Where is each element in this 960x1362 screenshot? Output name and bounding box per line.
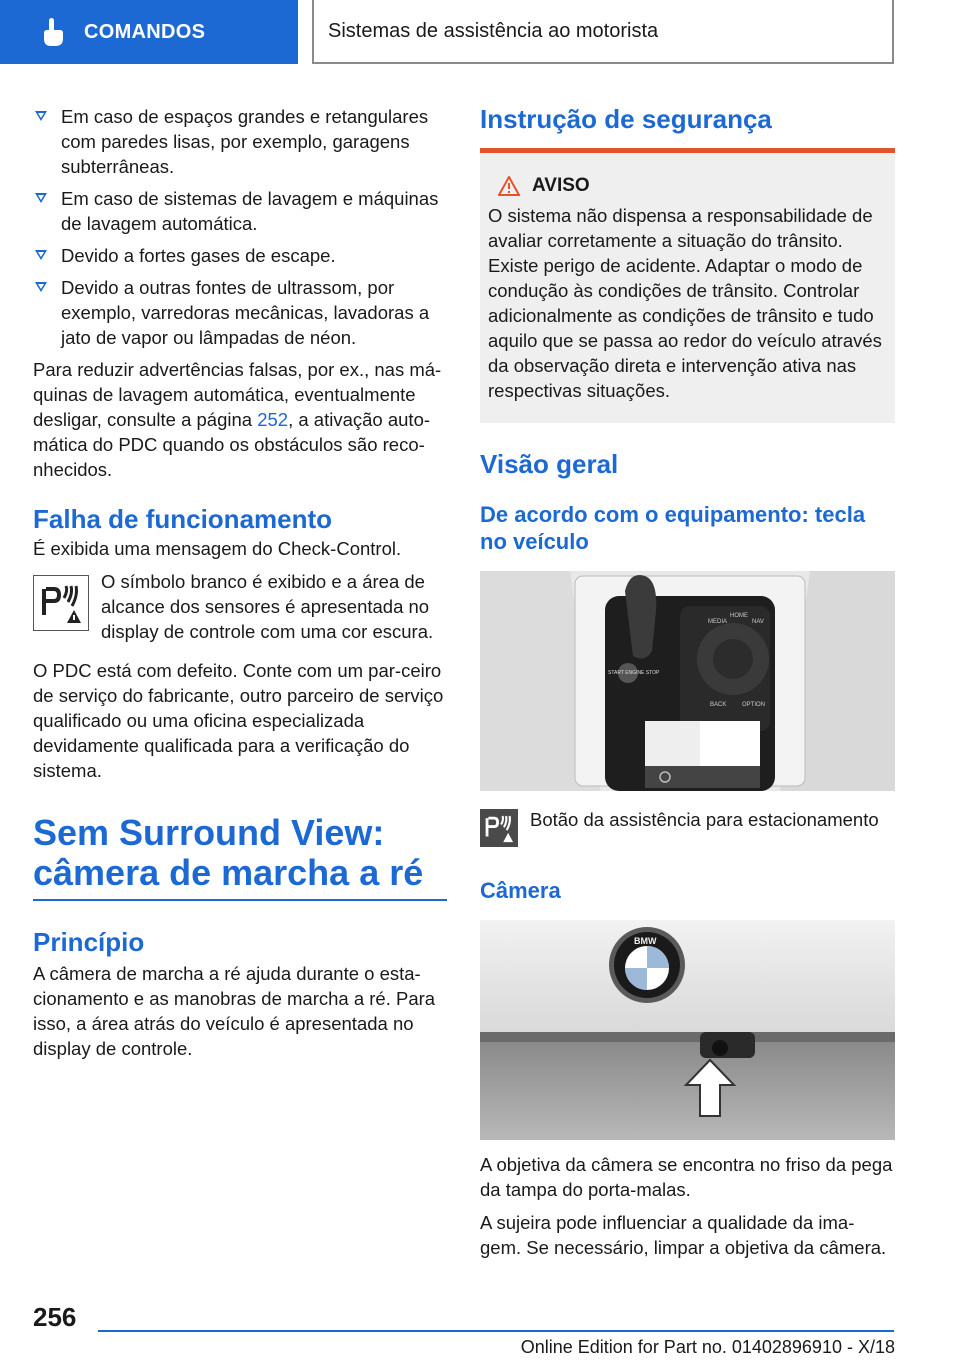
warning-label: AVISO <box>532 175 590 196</box>
center-console-photo <box>480 571 895 791</box>
console-label-media: MEDIA <box>708 619 728 625</box>
false-warning-paragraph: Para reduzir advertências falsas, por ex., nas má‐quinas de lavagem automática, eventualmente desligar, consulte a página 252, a ativação auto‐mática do PDC quando os obstáculos são reco‐nhecidos. <box>33 359 442 480</box>
list-item: Devido a outras fontes de ultrassom, por exemplo, varredoras mecânicas, lavadoras a jato de vapor ou lâmpadas de néon. <box>33 275 447 350</box>
rear-camera-photo <box>480 920 895 1140</box>
pdc-defect-text: O PDC está com defeito. Conte com um par‐ceiro de serviço do fabricante, outro parceiro de serviço qualificado ou uma oficina especializada devidamente qualificada para a verificação do sistema. <box>33 660 444 781</box>
overview-heading: Visão geral <box>480 449 619 479</box>
bullet-list <box>33 104 447 350</box>
symbol-row <box>33 569 447 644</box>
triangle-bullet-icon <box>35 111 47 121</box>
button-caption: Botão da assistência para estacionamento <box>530 809 879 830</box>
triangle-bullet-icon <box>35 282 47 292</box>
list-item: Em caso de espaços grandes e retangulares com paredes lisas, por exemplo, garagens subterrâneas. <box>33 104 447 179</box>
edition-text: Online Edition for Part no. 01402896910 - X/18 <box>520 1337 895 1357</box>
triangle-bullet-icon <box>35 193 47 203</box>
safety-heading: Instrução de segurança <box>480 104 772 134</box>
footer-divider <box>98 1330 894 1332</box>
page-link[interactable]: 252 <box>257 409 289 430</box>
heading-underline <box>33 899 447 901</box>
chapter-label: COMANDOS <box>84 20 206 43</box>
console-label-start: START ENGINE STOP <box>608 670 660 676</box>
hand-pointer-icon <box>40 17 66 47</box>
console-label-home: HOME <box>730 613 748 619</box>
camera-dirt-text: A sujeira pode influenciar a qualidade da ima‐gem. Se necessário, limpar a objetiva da câmera. <box>480 1212 887 1258</box>
principle-text: A câmera de marcha a ré ajuda durante o esta‐cionamento e as manobras de marcha a ré. Para isso, a área atrás do veículo é apresentada no display de controle. <box>33 963 436 1059</box>
warning-triangle-icon <box>498 176 520 196</box>
warning-box <box>480 153 895 423</box>
section-title: Sistemas de assistência ao motorista <box>328 19 659 42</box>
camera-location-text: A objetiva da câmera se encontra no friso da pega da tampa do porta-malas. <box>480 1154 893 1200</box>
parking-assist-button-icon <box>480 809 518 847</box>
list-item: Em caso de sistemas de lavagem e máquinas de lavagem automática. <box>33 186 447 236</box>
triangle-bullet-icon <box>35 250 47 260</box>
page-number: 256 <box>33 1302 77 1332</box>
console-label-nav: NAV <box>752 619 764 625</box>
camera-heading: Câmera <box>480 878 561 903</box>
warning-header <box>498 175 887 197</box>
equipment-heading: De acordo com o equipamento: tecla no veículo <box>480 502 866 554</box>
console-label-back: BACK <box>710 702 727 708</box>
left-column <box>33 104 447 1061</box>
fault-text: É exibida uma mensagem do Check-Control. <box>33 538 402 559</box>
fault-heading: Falha de funcionamento <box>33 504 333 534</box>
list-item: Devido a fortes gases de escape. <box>33 243 447 268</box>
section-header <box>312 0 894 64</box>
main-heading: Sem Surround View: câmera de marcha a ré <box>33 812 424 893</box>
warning-text: O sistema não dispensa a responsabilidade de avaliar corretamente a situação do trânsito. Existe perigo de acidente. Adaptar o modo de condução às condições de trânsito. Controlar adicionalmente as condições de trânsito e tudo aquilo que se passa ao redor do veículo através da observação direta e intervenção ativa nas respectivas situações. <box>488 205 882 401</box>
logo-text: BMW <box>634 936 657 946</box>
console-label-option: OPTION <box>742 702 766 708</box>
pdc-fault-symbol-icon <box>33 575 89 631</box>
symbol-description: O símbolo branco é exibido e a área de alcance dos sensores é apresentada no display de controle com uma cor escura. <box>101 571 434 642</box>
button-caption-row <box>480 809 895 847</box>
right-column <box>480 104 895 1260</box>
principle-heading: Princípio <box>33 927 145 957</box>
chapter-tab[interactable] <box>0 0 298 64</box>
